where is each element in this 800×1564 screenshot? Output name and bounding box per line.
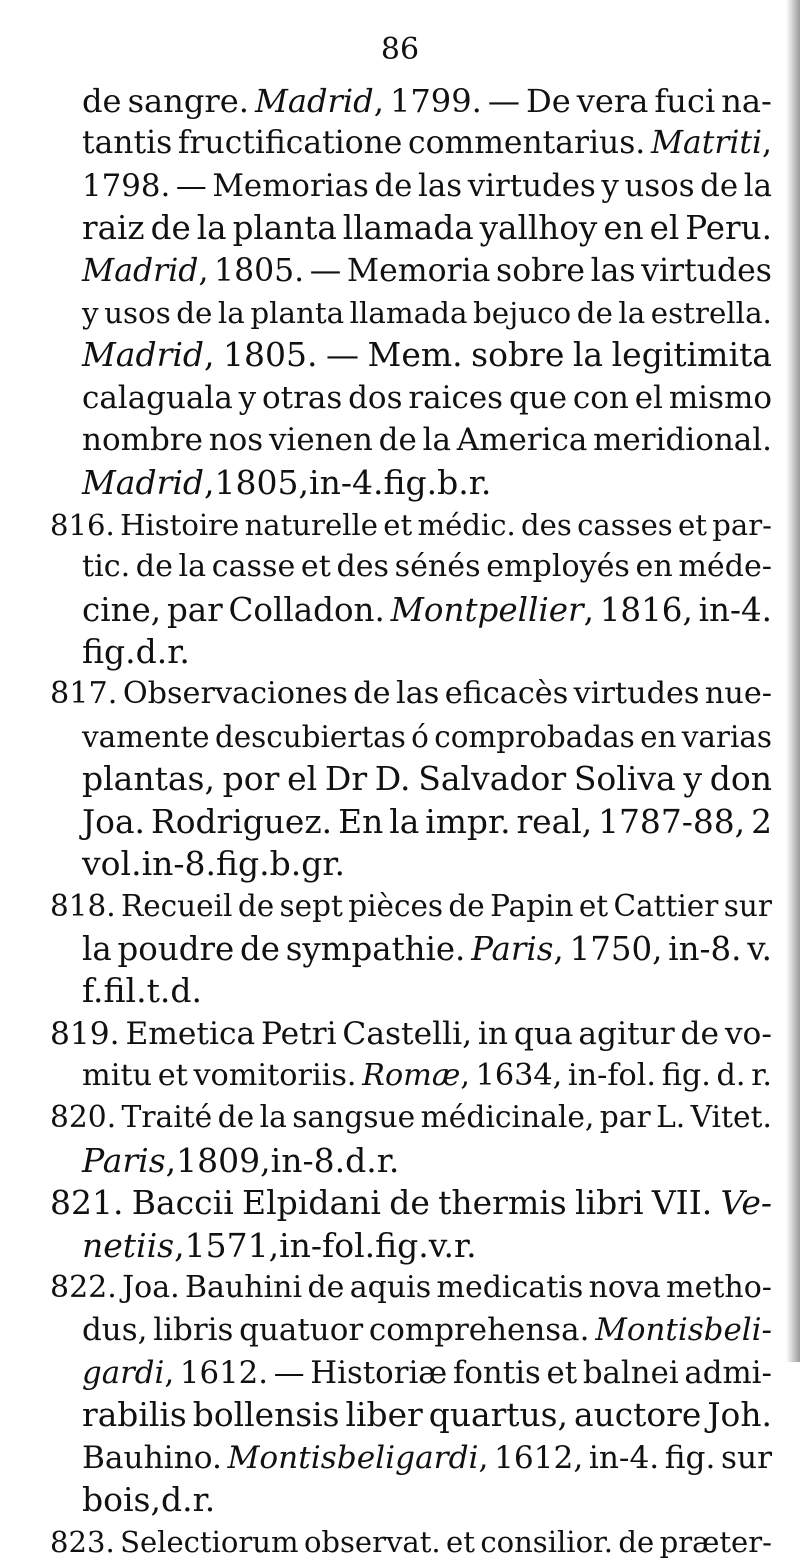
word: des (521, 507, 572, 542)
word: Histoire (120, 507, 240, 542)
word: Paris, (82, 1140, 177, 1180)
word: la (82, 929, 112, 968)
text-line (82, 1140, 772, 1182)
text-line (82, 207, 772, 249)
word: varias (681, 719, 772, 754)
word: En (338, 801, 384, 841)
word: las (590, 252, 636, 289)
text-line (82, 1479, 772, 1521)
word: Baccii (131, 1183, 234, 1223)
word: el (649, 209, 680, 248)
word: Recueil (121, 889, 233, 924)
word: por (222, 759, 280, 799)
word: Vitet. (690, 1100, 772, 1136)
text-line (82, 165, 772, 207)
page-edge-shadow (786, 0, 800, 1362)
word: la (217, 295, 245, 330)
text-line (50, 1267, 772, 1309)
word: sympathie. (285, 929, 466, 968)
word: la (422, 422, 451, 459)
word: Observaciones (122, 676, 348, 712)
word: na- (721, 82, 772, 120)
word: don (709, 759, 772, 799)
word: sobre (471, 335, 565, 375)
word: bois, (82, 1479, 161, 1519)
word: vera (576, 82, 649, 120)
word: r. (192, 1479, 216, 1519)
text-line (82, 250, 772, 292)
word: r. (468, 462, 492, 502)
word: vomitoriis. (193, 1057, 357, 1093)
word: la (618, 295, 646, 330)
word: raices (408, 379, 504, 416)
word: commentarius. (408, 125, 646, 162)
word: las (396, 676, 440, 712)
word: gardi, (82, 1354, 175, 1391)
word: Castelli, (342, 1015, 473, 1052)
word: et (300, 549, 331, 585)
word: Memoria (346, 252, 491, 289)
word: quatuor (239, 1312, 364, 1349)
word: y (82, 295, 99, 330)
word: Bauhini (185, 1269, 303, 1305)
word: legitimita (611, 335, 772, 375)
word: — (309, 252, 342, 289)
text-line (82, 843, 772, 885)
word: 1816, (599, 590, 693, 629)
word: de (448, 889, 485, 924)
word: thermis (438, 1183, 567, 1223)
word: real, (516, 801, 593, 841)
word: d. (716, 1057, 746, 1093)
text-line (82, 589, 772, 631)
text-line (82, 758, 772, 800)
word: meridional. (593, 422, 772, 459)
word: et (578, 889, 609, 924)
word: impr. (425, 801, 511, 841)
text-line (82, 377, 772, 419)
word: quartus, (428, 1395, 568, 1435)
word: — (175, 167, 207, 204)
word: in-4. (698, 590, 772, 629)
word: r. (454, 1225, 477, 1265)
word: dos (348, 379, 403, 416)
word: estrella. (650, 295, 772, 330)
text-line (82, 1437, 772, 1479)
word: Selectiorum (120, 1525, 299, 1560)
word: Historiæ (310, 1354, 448, 1391)
word: naturelle (244, 507, 378, 542)
word: et (157, 1057, 188, 1093)
word: qua (513, 1015, 573, 1052)
word: Traité (121, 1100, 213, 1136)
catalogue-text (50, 80, 772, 1564)
word: sangsue (292, 1100, 416, 1136)
word: et (446, 1525, 475, 1560)
text-line (82, 1309, 772, 1351)
word: de (307, 1269, 345, 1305)
word: 1750, (569, 929, 663, 968)
word: Joa. (122, 1269, 180, 1305)
word: fontis (452, 1354, 541, 1391)
word: de (700, 167, 739, 204)
word: Elpidani (242, 1183, 381, 1223)
word: r. (376, 1140, 400, 1180)
word: balnei (582, 1354, 679, 1391)
word: Peru. (685, 209, 772, 248)
word: médic. (417, 507, 516, 542)
word: — (326, 335, 360, 375)
word: L. (656, 1100, 686, 1136)
word: de (576, 295, 613, 330)
word: 1805, (214, 462, 310, 502)
word: 816. (50, 507, 115, 542)
word: v. (747, 929, 772, 968)
word: et (546, 1354, 578, 1391)
word: vol. (82, 844, 142, 884)
word: y (238, 379, 257, 416)
word: v. (428, 1225, 455, 1265)
word: de (240, 929, 280, 968)
word: sur (723, 889, 772, 924)
word: en (603, 209, 644, 248)
word: yallhoy (479, 209, 598, 248)
word: descubiertas (214, 719, 406, 754)
word: el (287, 759, 318, 799)
word: fig. (383, 462, 438, 502)
word: fructificatione (177, 125, 403, 162)
word: d. (170, 971, 202, 1011)
word: — (273, 1354, 305, 1391)
word: et (383, 507, 413, 542)
word: in-4. (588, 1439, 660, 1476)
word: 1634, (475, 1057, 563, 1093)
word: raiz (82, 209, 145, 248)
word: in-8. (668, 929, 742, 968)
page-number: 86 (380, 32, 420, 67)
word: casse (211, 549, 296, 585)
word: cine, (82, 590, 162, 629)
text-line (50, 504, 772, 546)
text-line (50, 673, 772, 715)
word: aquis (349, 1269, 432, 1305)
text-line (50, 1182, 772, 1224)
word: 818. (50, 889, 116, 924)
word: in (477, 1015, 508, 1052)
word: admi- (684, 1354, 772, 1391)
word: in-4. (309, 462, 384, 502)
word: Romæ, (362, 1057, 470, 1093)
word: 819. (50, 1015, 120, 1052)
word: llamada (342, 209, 474, 248)
text-line (82, 631, 772, 673)
word: fuci (654, 82, 716, 120)
word: Ve- (720, 1183, 772, 1223)
word: b. (269, 844, 302, 884)
word: eficacès (444, 676, 569, 712)
word: De (526, 82, 571, 120)
word: — (487, 82, 520, 120)
word: las (418, 167, 463, 204)
word: Cattier (613, 889, 719, 924)
word: agitur (578, 1015, 675, 1052)
word: de (150, 209, 191, 248)
word: mismo (668, 379, 772, 416)
word: 1612. (179, 1354, 269, 1391)
word: fig. (82, 632, 136, 672)
word: y (601, 167, 619, 204)
word: mitu (82, 1057, 153, 1093)
word: metho- (666, 1269, 772, 1305)
text-line (82, 334, 772, 376)
word: auctore (574, 1395, 702, 1435)
word: VII. (651, 1183, 713, 1223)
text-line (50, 1097, 772, 1139)
word: con (572, 379, 629, 416)
word: Madrid, (82, 335, 215, 375)
word: el (634, 379, 663, 416)
word: Montpellier, (390, 590, 594, 629)
word: de (135, 549, 173, 585)
text-line (82, 462, 772, 504)
word: Bauhino. (82, 1439, 222, 1476)
word: 1799. (389, 82, 482, 120)
word: 820. (50, 1100, 117, 1136)
word: medicatis (436, 1269, 584, 1305)
word: observat. (303, 1525, 441, 1560)
text-line (82, 801, 772, 843)
word: fig. (661, 1057, 711, 1093)
text-line (82, 1352, 772, 1394)
text-line (50, 885, 772, 927)
word: in-8. (141, 844, 217, 884)
word: la (196, 209, 227, 248)
word: usos (104, 295, 171, 330)
word: Petri (260, 1015, 337, 1052)
word: méde- (678, 549, 772, 585)
word: Papin (490, 889, 574, 924)
word: nova (588, 1269, 661, 1305)
word: otras (262, 379, 343, 416)
word: Matriti, (650, 125, 772, 162)
word: Emetica (125, 1015, 256, 1052)
word: 1805. (214, 252, 305, 289)
word: Dr (324, 759, 368, 799)
word: de (680, 1015, 720, 1052)
word: sénés (394, 549, 481, 585)
text-line (50, 1521, 772, 1563)
text-line (82, 1225, 772, 1267)
word: nue- (704, 676, 772, 712)
word: Joh. (707, 1395, 772, 1435)
word: en (635, 549, 673, 585)
word: par (166, 590, 223, 629)
word: de (389, 1183, 430, 1223)
word: d. (160, 1479, 193, 1519)
word: la (743, 167, 772, 204)
word: plantas, (82, 759, 215, 799)
word: 1571, (184, 1225, 280, 1265)
word: vamente (82, 719, 210, 754)
word: in-fol. (279, 1225, 376, 1265)
word: America (456, 422, 588, 459)
word: sur (720, 1439, 772, 1476)
text-line (50, 1013, 772, 1055)
word: 821. (50, 1183, 124, 1223)
word: et (678, 507, 707, 542)
word: médicinale, (420, 1100, 595, 1136)
word: 823. (50, 1525, 115, 1560)
word: 1805. (223, 335, 318, 375)
word: virtudes (467, 167, 596, 204)
word: 1612, (494, 1439, 584, 1476)
word: Madrid, (82, 252, 209, 289)
word: de (237, 889, 275, 924)
word: libris (153, 1312, 234, 1349)
text-line (82, 1055, 772, 1097)
word: de (217, 1100, 255, 1136)
word: bollensis (192, 1395, 340, 1435)
word: ó (411, 719, 429, 754)
word: des (336, 549, 389, 585)
word: Memorias (212, 167, 369, 204)
word: de (378, 422, 417, 459)
word: D. (374, 759, 411, 799)
word: d. (135, 632, 168, 672)
word: sept (279, 889, 343, 924)
word: rabilis (82, 1395, 187, 1435)
word: 1809, (176, 1140, 271, 1180)
text-line (82, 928, 772, 970)
word: 817. (50, 676, 118, 712)
word: Joa. (82, 801, 145, 841)
word: præter- (659, 1525, 772, 1560)
word: pièces (348, 889, 444, 924)
word: nombre (82, 422, 203, 459)
word: dus, (82, 1312, 148, 1349)
word: Montisbeli- (595, 1312, 772, 1349)
word: par- (712, 507, 772, 542)
word: 822. (50, 1269, 117, 1305)
word: Salvador (418, 759, 567, 799)
word: Colladon. (228, 590, 385, 629)
word: virtudes (641, 252, 772, 289)
word: Rodriguez. (150, 801, 333, 841)
word: de (374, 167, 413, 204)
word: f. (82, 971, 104, 1011)
word: d. (345, 1140, 377, 1180)
word: calaguala (82, 379, 233, 416)
text-line (82, 716, 772, 758)
word: comprobadas (434, 719, 635, 754)
word: de (618, 1525, 655, 1560)
word: vo- (724, 1015, 772, 1052)
word: par (599, 1100, 651, 1136)
word: in-fol. (567, 1057, 657, 1093)
word: sobre (496, 252, 585, 289)
word: Mem. (367, 335, 463, 375)
word: gr. (301, 844, 346, 884)
word: r. (751, 1057, 772, 1093)
word: in-8. (270, 1140, 346, 1180)
word: consilior. (480, 1525, 613, 1560)
word: la (572, 335, 604, 375)
text-line (82, 546, 772, 588)
text-line (82, 1394, 772, 1436)
word: fig. (664, 1439, 716, 1476)
word: poudre (117, 929, 235, 968)
word: en (640, 719, 677, 754)
word: nos (208, 422, 264, 459)
text-line (82, 122, 772, 164)
word: Madrid, (254, 82, 384, 120)
word: fig. (375, 1225, 429, 1265)
word: bejuco (472, 295, 572, 330)
word: la (389, 801, 420, 841)
word: r. (167, 632, 190, 672)
word: 1787-88, (598, 801, 746, 841)
word: planta (232, 209, 337, 248)
word: 2 (751, 801, 772, 841)
word: sangre. (127, 82, 249, 120)
word: de (82, 82, 122, 120)
word: de (353, 676, 391, 712)
word: la (178, 549, 207, 585)
word: comprehensa. (368, 1312, 590, 1349)
word: la (259, 1100, 287, 1136)
word: t. (146, 971, 171, 1011)
word: fig. (216, 844, 270, 884)
word: libri (575, 1183, 644, 1223)
word: usos (624, 167, 695, 204)
word: de (176, 295, 213, 330)
word: tantis (82, 125, 173, 162)
word: employés (486, 549, 630, 585)
word: b. (437, 462, 469, 502)
word: que (508, 379, 568, 416)
word: fil. (103, 971, 147, 1011)
word: Montisbeligardi, (227, 1439, 489, 1476)
word: virtudes (573, 676, 700, 712)
word: Madrid, (82, 462, 215, 502)
word: 1798. (82, 167, 171, 204)
word: tic. (82, 549, 131, 585)
text-line (82, 970, 772, 1012)
word: casses (577, 507, 673, 542)
text-line (82, 419, 772, 461)
word: netiis, (82, 1225, 185, 1265)
word: y (683, 759, 703, 799)
text-line (82, 292, 772, 334)
text-line (82, 80, 772, 122)
word: llamada (349, 295, 468, 330)
word: vienen (268, 422, 373, 459)
word: Paris, (471, 929, 564, 968)
word: liber (345, 1395, 423, 1435)
word: planta (250, 295, 345, 330)
word: Soliva (573, 759, 676, 799)
